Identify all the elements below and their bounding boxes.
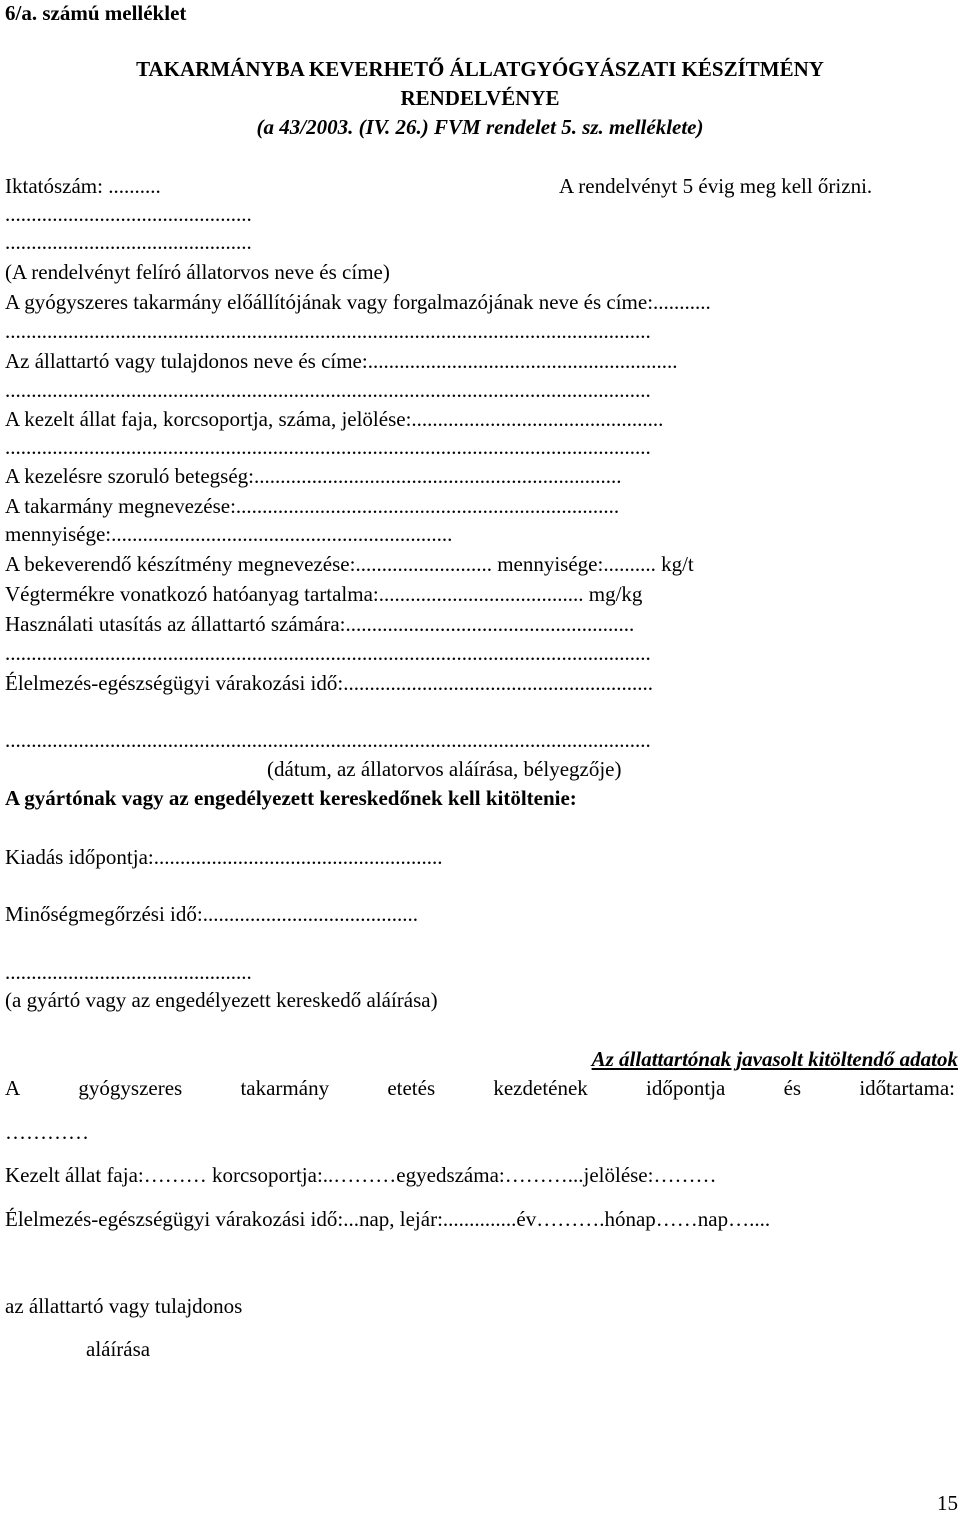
retention-note: A rendelvényt 5 évig meg kell őrizni. <box>559 174 873 198</box>
word: etetés <box>387 1076 436 1100</box>
animal-details-line: Kezelt állat faja:……… korcsoportja:..………egyedszáma:………...jelölése:……… <box>5 1163 717 1187</box>
owner-field: Az állattartó vagy tulajdonos neve és címe:........................................................... <box>5 349 678 373</box>
manufacturer-heading: A gyártónak vagy az engedélyezett kereskedőnek kell kitöltenie: <box>5 786 577 810</box>
keeper-withdrawal-line: Élelmezés-egészségügyi várakozási idő:...nap, lejár:..............év……….hónap……nap….... <box>5 1207 771 1231</box>
animal-field: A kezelt állat faja, korcsoportja, száma, jelölése:................................................ <box>5 407 664 431</box>
treatment-start-line <box>5 1078 955 1099</box>
word: és <box>783 1076 802 1100</box>
page-number: 15 <box>937 1491 958 1515</box>
vet-signature-caption: (dátum, az állatorvos aláírása, bélyegzője) <box>267 757 622 781</box>
vet-dots-line: ............................................... <box>5 202 252 226</box>
vet-caption: (A rendelvényt felíró állatorvos neve és címe) <box>5 260 390 284</box>
withdrawal-field: Élelmezés-egészségügyi várakozási idő:........................................................... <box>5 671 653 695</box>
issue-date-field: Kiadás időpontja:....................................................... <box>5 845 443 869</box>
legal-reference: (a 43/2003. (IV. 26.) FVM rendelet 5. sz. melléklete) <box>256 115 704 139</box>
keeper-signature-label2: aláírása <box>86 1337 151 1361</box>
word: időpontja <box>646 1076 726 1100</box>
annex-label: 6/a. számú melléklet <box>5 1 187 25</box>
producer-field-cont: ........................................................................................................................... <box>5 319 651 343</box>
keeper-signature-label: az állattartó vagy tulajdonos <box>5 1294 243 1318</box>
owner-field-cont: ........................................................................................................................... <box>5 378 651 402</box>
manufacturer-signature-caption: (a gyártó vagy az engedélyezett kereskedő aláírása) <box>5 988 438 1012</box>
vet-signature-dots: ........................................................................................................................... <box>5 728 651 752</box>
expiry-field: Minőségmegőrzési idő:......................................... <box>5 902 418 926</box>
active-substance-field: Végtermékre vonatkozó hatóanyag tartalma:....................................... mg/kg <box>5 582 643 606</box>
keeper-heading: Az állattartónak javasolt kitöltendő adatok <box>591 1047 958 1071</box>
word: gyógyszeres <box>78 1076 183 1100</box>
word: takarmány <box>240 1076 330 1100</box>
treatment-dash-line: ………… <box>5 1120 89 1144</box>
document-title: TAKARMÁNYBA KEVERHETŐ ÁLLATGYÓGYÁSZATI KÉSZÍTMÉNY <box>136 57 824 81</box>
word: időtartama: <box>859 1076 955 1100</box>
disease-field: A kezelésre szoruló betegség:...................................................................... <box>5 464 622 488</box>
usage-field: Használati utasítás az állattartó számára:....................................................... <box>5 612 635 636</box>
feed-name-field: A takarmány megnevezése:......................................................................... <box>5 494 620 518</box>
premix-field: A bekeverendő készítmény megnevezése:.......................... mennyisége:.......... kg/t <box>5 552 694 576</box>
animal-field-cont: ........................................................................................................................... <box>5 435 651 459</box>
vet-dots-line: ............................................... <box>5 230 252 254</box>
reg-number-field: Iktatószám: .......... <box>5 174 161 198</box>
producer-field: A gyógyszeres takarmány előállítójának vagy forgalmazójának neve és címe:........... <box>5 290 711 314</box>
usage-field-cont: ........................................................................................................................... <box>5 641 651 665</box>
word: kezdetének <box>493 1076 588 1100</box>
manufacturer-signature-dots: ............................................... <box>5 960 252 984</box>
feed-quantity-field: mennyisége:................................................................. <box>5 522 453 546</box>
document-title-line2: RENDELVÉNYE <box>400 86 560 110</box>
word: A <box>5 1076 21 1100</box>
